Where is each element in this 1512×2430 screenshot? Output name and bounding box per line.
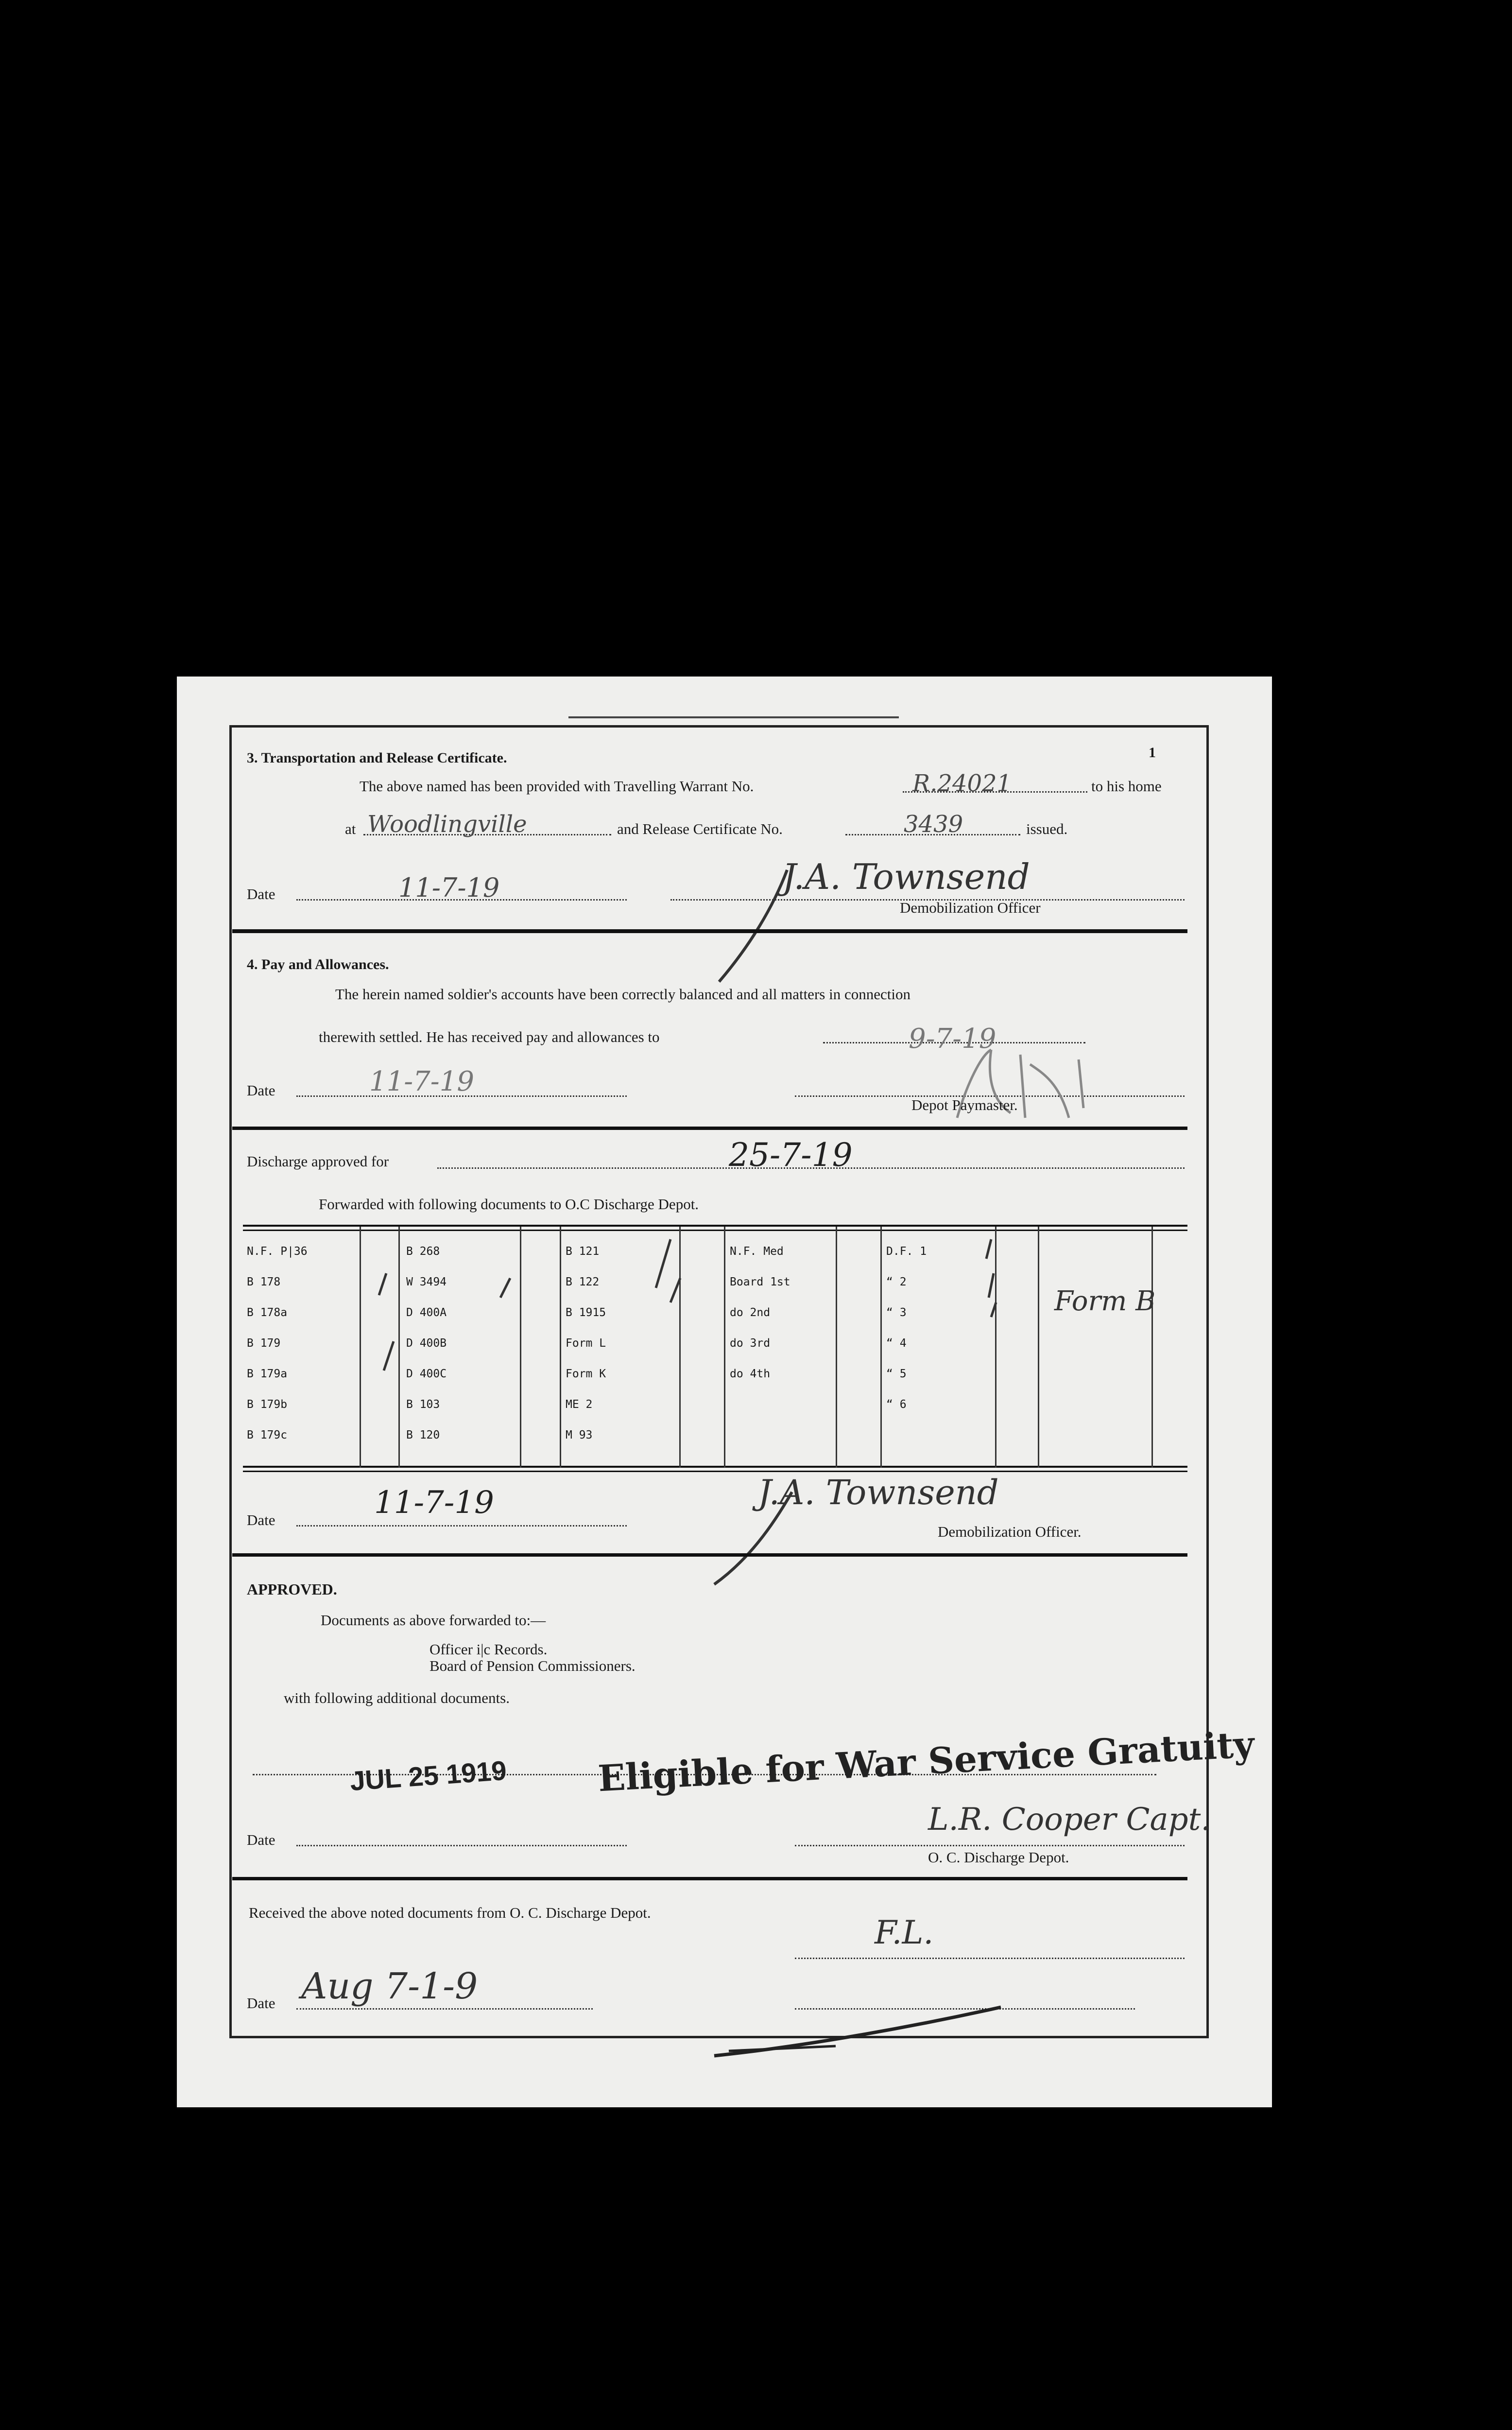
- table-cell: B 179b: [247, 1398, 288, 1411]
- page-number: 1: [1149, 745, 1156, 761]
- table-cell: “ 3: [886, 1306, 907, 1319]
- discharge-date-label: Date: [247, 1511, 275, 1528]
- received-dots: [795, 1958, 1185, 1959]
- table-cell: do 2nd: [730, 1306, 771, 1319]
- section3-signature: J.A. Townsend: [782, 856, 1030, 897]
- home-town: Woodlingville: [367, 811, 527, 838]
- release-number: 3439: [904, 811, 963, 838]
- table-cell: ME 2: [566, 1398, 593, 1411]
- date-stamp: JUL 25 1919: [349, 1754, 508, 1797]
- table-cell: B 179c: [247, 1429, 288, 1441]
- table-cell: B 1915: [566, 1306, 606, 1319]
- approved-heading: APPROVED.: [247, 1580, 337, 1598]
- discharge-date-dots: [296, 1525, 627, 1527]
- eligibility-stamp: Eligible for War Service Gratuity: [597, 1723, 1255, 1800]
- received-flourish: [709, 1983, 1020, 2061]
- section3-date: 11-7-19: [398, 872, 500, 903]
- table-cell: “ 6: [886, 1398, 907, 1411]
- table-cell: do 4th: [730, 1368, 771, 1380]
- table-cell: B 178a: [247, 1306, 288, 1319]
- section3-line1: The above named has been provided with Travelling Warrant No.: [360, 778, 754, 795]
- discharge-approved-label: Discharge approved for: [247, 1153, 389, 1170]
- table-cell: B 103: [406, 1398, 440, 1411]
- approved-sign-dots: [795, 1845, 1185, 1846]
- forwarded-line: Forwarded with following documents to O.C Discharge Depot.: [319, 1196, 699, 1213]
- received-date: Aug 7-1-9: [301, 1965, 478, 2007]
- paymaster-signature: [938, 1045, 1142, 1128]
- section3-issued: issued.: [1026, 820, 1068, 837]
- table-cell: Board 1st: [730, 1276, 790, 1288]
- table-cell: B 178: [247, 1276, 281, 1288]
- warrant-number: R.24021: [912, 770, 1012, 797]
- table-cell: W 3494: [406, 1276, 447, 1288]
- table-cell: B 179a: [247, 1368, 288, 1380]
- section3-date-label: Date: [247, 885, 275, 903]
- received-line: Received the above noted documents from O. C. Discharge Depot.: [249, 1904, 651, 1921]
- approved-line4: with following additional documents.: [284, 1689, 510, 1706]
- divider-2: [232, 1127, 1187, 1130]
- signature-flourish-2: [709, 1487, 884, 1594]
- section4-date-label: Date: [247, 1082, 275, 1099]
- section3-officer: Demobilization Officer: [900, 899, 1041, 916]
- section3-line1-end: to his home: [1091, 778, 1162, 795]
- form-b-mark: Form B: [1054, 1285, 1156, 1317]
- discharge-signature: J.A. Townsend: [758, 1473, 999, 1512]
- received-initials: F.L.: [875, 1914, 934, 1951]
- table-cell: “ 5: [886, 1368, 907, 1380]
- table-cell: N.F. Med: [730, 1245, 784, 1258]
- discharge-date: 11-7-19: [374, 1485, 494, 1521]
- approved-signature: L.R. Cooper Capt.: [928, 1802, 1211, 1838]
- discharge-approved-date: 25-7-19: [729, 1136, 853, 1174]
- table-cell: B 268: [406, 1245, 440, 1258]
- divider-4: [232, 1877, 1187, 1880]
- table-cell: “ 2: [886, 1276, 907, 1288]
- table-cell: M 93: [566, 1429, 593, 1441]
- approved-date-dots: [296, 1845, 627, 1846]
- approved-line1: Documents as above forwarded to:—: [321, 1612, 546, 1629]
- table-cell: B 121: [566, 1245, 600, 1258]
- table-bottom-2: [243, 1471, 1187, 1472]
- approved-line3: Board of Pension Commissioners.: [430, 1657, 636, 1674]
- section4-date: 11-7-19: [369, 1066, 474, 1097]
- section4-line2: therewith settled. He has received pay and allowances to: [319, 1028, 660, 1045]
- table-cell: D 400C: [406, 1368, 447, 1380]
- section3-heading: 3. Transportation and Release Certificate.: [247, 750, 507, 766]
- table-cell: “ 4: [886, 1337, 907, 1350]
- approved-line2: Officer i|c Records.: [430, 1641, 548, 1658]
- top-rule: [568, 716, 899, 718]
- pay-to-date: 9-7-19: [909, 1023, 997, 1055]
- table-top: [243, 1225, 1187, 1227]
- section3-line2-mid: and Release Certificate No.: [617, 820, 783, 837]
- table-check-marks: [360, 1230, 1186, 1463]
- divider-3: [232, 1553, 1187, 1557]
- approved-date-label: Date: [247, 1831, 275, 1848]
- divider-1: [232, 929, 1187, 933]
- approved-officer: O. C. Discharge Depot.: [928, 1849, 1069, 1866]
- table-cell: D.F. 1: [886, 1245, 927, 1258]
- section4-line1: The herein named soldier's accounts have been correctly balanced and all matters in connection: [335, 986, 911, 1003]
- discharge-officer: Demobilization Officer.: [938, 1523, 1082, 1540]
- signature-flourish-1: [714, 865, 889, 991]
- section4-heading: 4. Pay and Allowances.: [247, 956, 389, 972]
- table-cell: N.F. P|36: [247, 1245, 308, 1258]
- received-date-label: Date: [247, 1995, 275, 2012]
- table-cell: B 120: [406, 1429, 440, 1441]
- table-cell: Form L: [566, 1337, 606, 1350]
- table-cell: Form K: [566, 1368, 606, 1380]
- section3-at: at: [345, 820, 356, 837]
- table-cell: do 3rd: [730, 1337, 771, 1350]
- table-cell: D 400B: [406, 1337, 447, 1350]
- table-cell: B 122: [566, 1276, 600, 1288]
- received-date-dots: [296, 2008, 593, 2010]
- table-cell: D 400A: [406, 1306, 447, 1319]
- table-bottom: [243, 1466, 1187, 1468]
- section4-officer: Depot Paymaster.: [911, 1096, 1018, 1113]
- table-cell: B 179: [247, 1337, 281, 1350]
